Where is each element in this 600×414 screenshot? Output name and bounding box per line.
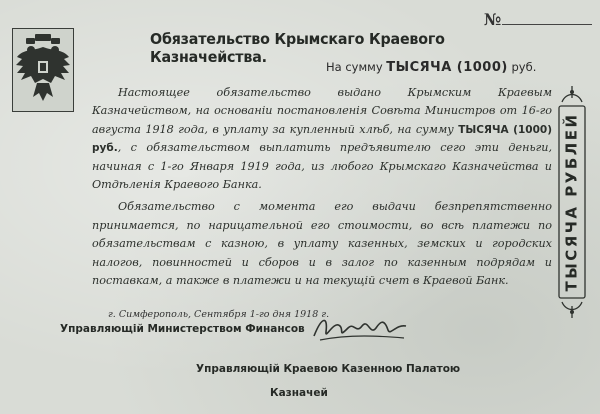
sum-suffix: руб. <box>511 60 537 74</box>
signatory-treasury-chamber: Управляющій Краевою Казенною Палатою <box>196 363 461 375</box>
side-denomination-text: ТЫСЯЧА РУБЛЕЙ <box>563 112 582 292</box>
document-title: Обязательство Крымскаго Краевого Казначейства. <box>150 30 445 66</box>
obligation-body <box>92 84 552 290</box>
double-headed-eagle-crest-icon <box>12 28 74 112</box>
signatory-treasurer: Казначей <box>270 387 328 399</box>
number-blank-line <box>502 24 592 25</box>
place-and-date: г. Симферополь, Сентября 1-го дня 1918 г. <box>108 309 330 320</box>
side-denomination-panel <box>556 84 588 320</box>
number-label: № <box>484 10 502 29</box>
paragraph-acceptance: Обязательство с момента его выдачи безпрепятственно принимается, по нарицательной его стоимости, во всѣ платежи по обязательствам с казною, в уплату казенных, земских и городских налогов, повинностей и сборов и в залог по казенным подрядам и поставкам, а также в платежи и на текущій счет в Краевой Банк. <box>92 200 552 288</box>
paragraph-issuance: Настоящее обязательство выдано Крымским Краевым Казначейством, на основаніи постановленія Совѣта Министров от 16-го августа 1918 года, в уплату за купленный хлѣб, на сумму ТЫСЯЧА (1000) руб., с обязательством выплатить предъявителю сего эти деньги, начиная с 1-го Января 1919 года, из любого Крымскаго Казначейства и Отдѣленія Краевого Банка. <box>92 86 553 192</box>
handwritten-signature <box>310 312 410 346</box>
sum-line <box>326 60 536 75</box>
inline-sum-amount: ТЫСЯЧА (1000) руб. <box>92 123 553 155</box>
signatory-finance-minister: Управляющій Министерством Финансов <box>60 323 305 335</box>
sum-prefix: На сумму <box>326 60 383 74</box>
sum-amount: ТЫСЯЧА (1000) <box>386 60 508 75</box>
